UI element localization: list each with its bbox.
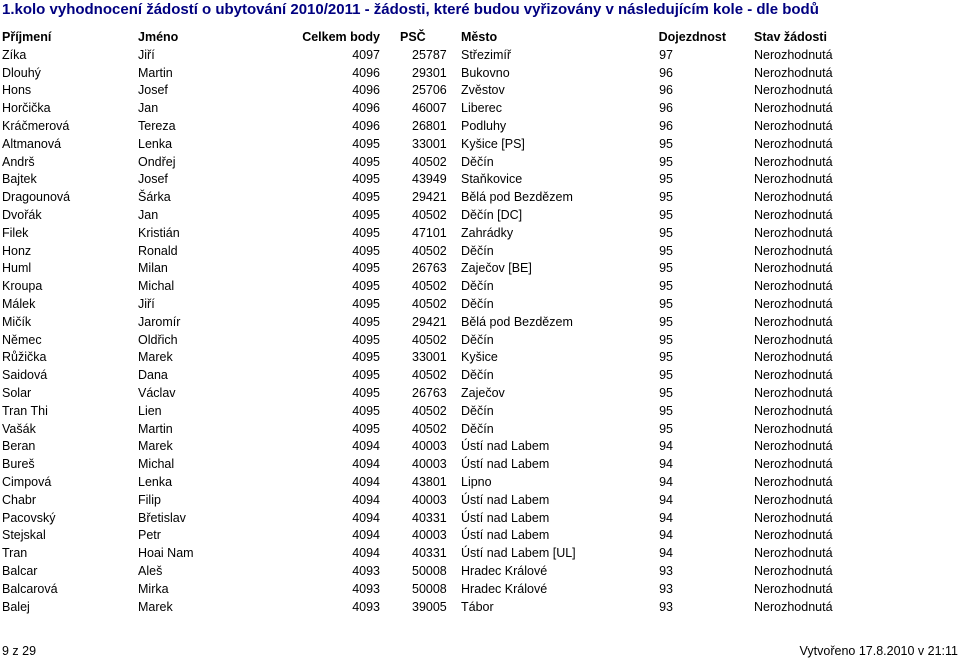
table-row [0,385,960,403]
cell-surname: Chabr [2,492,37,507]
cell-city: Děčín [DC] [461,207,523,222]
table-row [0,278,960,296]
cell-surname: Dragounová [2,190,71,205]
cell-total-points: 4093 [352,563,380,578]
cell-name: Jaromír [138,314,181,329]
table-row [0,438,960,456]
cell-distance: 95 [659,385,673,400]
table-row [0,118,960,136]
cell-city: Děčín [461,279,494,294]
cell-distance: 94 [659,474,673,489]
cell-psc: 40502 [412,154,447,169]
cell-total-points: 4094 [352,492,380,507]
header-psc: PSČ [400,30,426,44]
cell-surname: Balcar [2,563,38,578]
cell-name: Marek [138,439,173,454]
cell-total-points: 4095 [352,368,380,383]
cell-surname: Tran [2,546,28,561]
cell-name: Lenka [138,136,173,151]
cell-city: Děčín [461,154,494,169]
cell-status: Nerozhodnutá [754,421,833,436]
cell-total-points: 4095 [352,261,380,276]
cell-distance: 95 [659,172,673,187]
cell-name: Filip [138,492,161,507]
cell-status: Nerozhodnutá [754,474,833,489]
cell-total-points: 4094 [352,474,380,489]
cell-distance: 94 [659,528,673,543]
cell-psc: 40502 [412,421,447,436]
cell-distance: 94 [659,439,673,454]
cell-name: Oldřich [138,332,178,347]
table-row [0,527,960,545]
cell-psc: 46007 [412,101,447,116]
cell-city: Ústí nad Labem [461,492,550,507]
cell-surname: Tran Thi [2,403,48,418]
cell-total-points: 4094 [352,528,380,543]
cell-status: Nerozhodnutá [754,581,833,596]
cell-name: Marek [138,350,173,365]
cell-total-points: 4094 [352,510,380,525]
cell-surname: Filek [2,225,29,240]
cell-name: Ronald [138,243,178,258]
cell-psc: 25787 [412,47,447,62]
cell-total-points: 4095 [352,421,380,436]
cell-name: Josef [138,83,168,98]
cell-total-points: 4095 [352,154,380,169]
cell-distance: 95 [659,207,673,222]
cell-surname: Zíka [2,47,27,62]
cell-surname: Huml [2,261,32,276]
cell-city: Bělá pod Bezdězem [461,314,573,329]
table-row [0,563,960,581]
cell-surname: Solar [2,385,32,400]
cell-psc: 26801 [412,118,447,133]
cell-psc: 25706 [412,83,447,98]
cell-distance: 95 [659,421,673,436]
cell-surname: Balej [2,599,30,614]
cell-name: Jan [138,101,159,116]
cell-status: Nerozhodnutá [754,457,833,472]
cell-status: Nerozhodnutá [754,154,833,169]
cell-status: Nerozhodnutá [754,368,833,383]
cell-distance: 93 [659,563,673,578]
cell-city: Kyšice [PS] [461,136,525,151]
cell-total-points: 4095 [352,296,380,311]
cell-distance: 93 [659,581,673,596]
cell-distance: 95 [659,279,673,294]
cell-status: Nerozhodnutá [754,332,833,347]
cell-city: Podluhy [461,118,507,133]
cell-name: Hoai Nam [138,546,194,561]
cell-surname: Pacovský [2,510,56,525]
cell-surname: Balcarová [2,581,58,596]
cell-name: Ondřej [138,154,176,169]
cell-status: Nerozhodnutá [754,261,833,276]
cell-total-points: 4093 [352,581,380,596]
table-header-row [0,29,960,47]
cell-total-points: 4096 [352,65,380,80]
cell-status: Nerozhodnutá [754,190,833,205]
cell-name: Dana [138,368,168,383]
cell-name: Milan [138,261,168,276]
cell-distance: 95 [659,243,673,258]
table-row [0,47,960,65]
cell-status: Nerozhodnutá [754,172,833,187]
cell-psc: 39005 [412,599,447,614]
cell-status: Nerozhodnutá [754,510,833,525]
cell-status: Nerozhodnutá [754,65,833,80]
cell-status: Nerozhodnutá [754,207,833,222]
cell-total-points: 4095 [352,172,380,187]
cell-distance: 95 [659,261,673,276]
cell-name: Petr [138,528,161,543]
cell-surname: Dvořák [2,207,42,222]
cell-name: Kristián [138,225,180,240]
cell-surname: Horčička [2,101,51,116]
cell-city: Bělá pod Bezdězem [461,190,573,205]
cell-surname: Němec [2,332,42,347]
cell-city: Děčín [461,243,494,258]
cell-psc: 40502 [412,207,447,222]
cell-status: Nerozhodnutá [754,279,833,294]
cell-city: Zaječov [461,385,505,400]
cell-distance: 95 [659,350,673,365]
table-row [0,599,960,617]
cell-distance: 95 [659,190,673,205]
cell-total-points: 4095 [352,385,380,400]
table-row [0,403,960,421]
results-table [0,29,960,616]
cell-surname: Stejskal [2,528,46,543]
cell-city: Děčín [461,421,494,436]
cell-name: Jan [138,207,159,222]
cell-total-points: 4095 [352,225,380,240]
cell-city: Zahrádky [461,225,514,240]
cell-city: Kyšice [461,350,498,365]
cell-psc: 26763 [412,385,447,400]
cell-name: Martin [138,421,173,436]
cell-total-points: 4095 [352,314,380,329]
cell-distance: 95 [659,403,673,418]
cell-psc: 40003 [412,528,447,543]
cell-distance: 95 [659,332,673,347]
cell-status: Nerozhodnutá [754,563,833,578]
cell-name: Břetislav [138,510,186,525]
table-row [0,349,960,367]
cell-psc: 47101 [412,225,447,240]
cell-city: Zvěstov [461,83,505,98]
cell-distance: 94 [659,457,673,472]
cell-surname: Kroupa [2,279,43,294]
cell-name: Tereza [138,118,176,133]
cell-city: Zaječov [BE] [461,261,532,276]
cell-surname: Málek [2,296,36,311]
cell-psc: 40331 [412,510,447,525]
cell-psc: 33001 [412,350,447,365]
cell-city: Ústí nad Labem [UL] [461,546,576,561]
cell-status: Nerozhodnutá [754,439,833,454]
cell-psc: 50008 [412,563,447,578]
table-row [0,189,960,207]
cell-total-points: 4095 [352,136,380,151]
cell-psc: 40502 [412,332,447,347]
cell-name: Michal [138,279,175,294]
cell-psc: 50008 [412,581,447,596]
table-row [0,314,960,332]
cell-surname: Bajtek [2,172,37,187]
cell-distance: 94 [659,546,673,561]
header-status: Stav žádosti [754,30,827,44]
cell-total-points: 4094 [352,546,380,561]
table-row [0,260,960,278]
cell-name: Jiří [138,47,155,62]
header-distance: Dojezdnost [658,30,726,44]
table-row [0,171,960,189]
cell-status: Nerozhodnutá [754,350,833,365]
cell-distance: 94 [659,492,673,507]
cell-city: Staňkovice [461,172,523,187]
cell-name: Lien [138,403,162,418]
table-body [0,47,960,617]
cell-name: Václav [138,385,176,400]
cell-city: Tábor [461,599,494,614]
cell-city: Hradec Králové [461,581,548,596]
cell-surname: Dlouhý [2,65,41,80]
cell-status: Nerozhodnutá [754,101,833,116]
table-row [0,100,960,118]
cell-city: Děčín [461,296,494,311]
cell-city: Děčín [461,332,494,347]
cell-city: Liberec [461,101,502,116]
cell-distance: 96 [659,65,673,80]
cell-name: Mirka [138,581,169,596]
cell-psc: 29421 [412,314,447,329]
cell-total-points: 4095 [352,332,380,347]
cell-distance: 95 [659,368,673,383]
cell-status: Nerozhodnutá [754,599,833,614]
cell-name: Lenka [138,474,173,489]
table-row [0,243,960,261]
cell-distance: 96 [659,83,673,98]
cell-name: Šárka [138,190,171,205]
cell-distance: 95 [659,296,673,311]
cell-total-points: 4094 [352,457,380,472]
cell-psc: 29301 [412,65,447,80]
table-row [0,492,960,510]
cell-psc: 43949 [412,172,447,187]
cell-surname: Mičík [2,314,32,329]
cell-total-points: 4096 [352,101,380,116]
cell-psc: 40502 [412,279,447,294]
table-row [0,296,960,314]
cell-total-points: 4093 [352,599,380,614]
cell-city: Ústí nad Labem [461,457,550,472]
header-city: Město [461,30,498,44]
cell-surname: Honz [2,243,32,258]
cell-city: Střezimíř [461,47,511,62]
cell-total-points: 4095 [352,243,380,258]
cell-distance: 95 [659,314,673,329]
cell-surname: Saidová [2,368,48,383]
cell-city: Bukovno [461,65,510,80]
cell-status: Nerozhodnutá [754,528,833,543]
cell-surname: Bureš [2,457,35,472]
cell-distance: 94 [659,510,673,525]
cell-total-points: 4095 [352,403,380,418]
cell-total-points: 4096 [352,118,380,133]
cell-surname: Beran [2,439,36,454]
header-name: Jméno [138,30,179,44]
table-row [0,82,960,100]
header-surname: Příjmení [2,30,52,44]
cell-total-points: 4095 [352,279,380,294]
table-row [0,332,960,350]
cell-total-points: 4095 [352,190,380,205]
cell-name: Aleš [138,563,163,578]
cell-city: Ústí nad Labem [461,528,550,543]
cell-distance: 95 [659,225,673,240]
cell-psc: 40502 [412,243,447,258]
cell-total-points: 4095 [352,350,380,365]
table-row [0,474,960,492]
cell-name: Marek [138,599,173,614]
cell-name: Michal [138,457,175,472]
cell-psc: 33001 [412,136,447,151]
cell-status: Nerozhodnutá [754,83,833,98]
page-title: 1.kolo vyhodnocení žádostí o ubytování 2010/2011 - žádosti, které budou vyřizovány v následujícím kole - dle bodů [2,1,819,18]
table-row [0,545,960,563]
cell-status: Nerozhodnutá [754,403,833,418]
cell-city: Děčín [461,368,494,383]
cell-distance: 96 [659,118,673,133]
page-footer [0,643,960,659]
cell-psc: 40003 [412,457,447,472]
header-total-points: Celkem body [302,30,380,44]
cell-distance: 93 [659,599,673,614]
cell-surname: Růžička [2,350,47,365]
cell-surname: Hons [2,83,32,98]
cell-surname: Kráčmerová [2,118,70,133]
cell-status: Nerozhodnutá [754,243,833,258]
table-row [0,225,960,243]
table-row [0,65,960,83]
cell-psc: 40331 [412,546,447,561]
table-row [0,510,960,528]
cell-distance: 95 [659,154,673,169]
cell-city: Hradec Králové [461,563,548,578]
cell-surname: Cimpová [2,474,52,489]
cell-city: Ústí nad Labem [461,510,550,525]
cell-psc: 43801 [412,474,447,489]
cell-surname: Andrš [2,154,35,169]
cell-status: Nerozhodnutá [754,296,833,311]
cell-psc: 40003 [412,439,447,454]
cell-city: Lipno [461,474,492,489]
table-row [0,581,960,599]
cell-psc: 40502 [412,296,447,311]
cell-name: Martin [138,65,173,80]
cell-surname: Vašák [2,421,36,436]
table-row [0,367,960,385]
cell-psc: 40502 [412,368,447,383]
cell-total-points: 4096 [352,83,380,98]
table-row [0,456,960,474]
cell-status: Nerozhodnutá [754,225,833,240]
cell-psc: 40502 [412,403,447,418]
cell-status: Nerozhodnutá [754,47,833,62]
cell-distance: 95 [659,136,673,151]
cell-distance: 97 [659,47,673,62]
cell-city: Děčín [461,403,494,418]
table-row [0,154,960,172]
page-counter: 9 z 29 [2,644,37,658]
cell-psc: 26763 [412,261,447,276]
cell-total-points: 4095 [352,207,380,222]
cell-status: Nerozhodnutá [754,118,833,133]
cell-status: Nerozhodnutá [754,136,833,151]
cell-status: Nerozhodnutá [754,546,833,561]
table-row [0,421,960,439]
cell-name: Jiří [138,296,155,311]
cell-surname: Altmanová [2,136,62,151]
cell-total-points: 4097 [352,47,380,62]
cell-psc: 40003 [412,492,447,507]
created-timestamp: Vytvořeno 17.8.2010 v 21:11 [799,644,958,658]
cell-name: Josef [138,172,168,187]
cell-status: Nerozhodnutá [754,385,833,400]
cell-psc: 29421 [412,190,447,205]
cell-city: Ústí nad Labem [461,439,550,454]
cell-distance: 96 [659,101,673,116]
cell-status: Nerozhodnutá [754,314,833,329]
table-row [0,136,960,154]
cell-status: Nerozhodnutá [754,492,833,507]
cell-total-points: 4094 [352,439,380,454]
table-row [0,207,960,225]
